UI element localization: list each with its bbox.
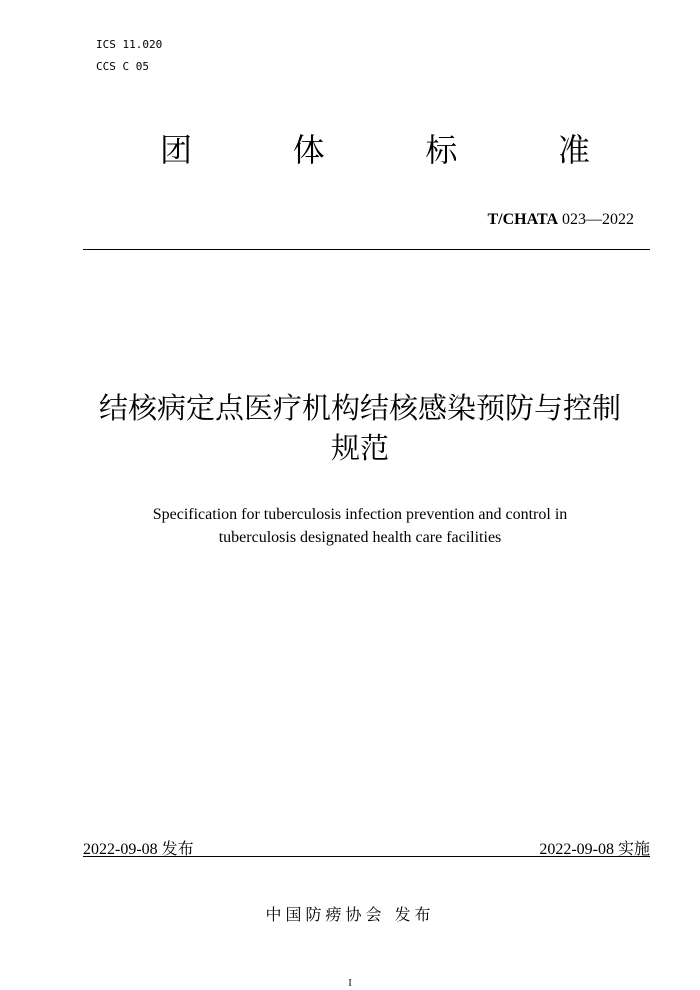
standard-type-char: 标	[425, 131, 458, 169]
publisher: 中国防痨协会 发布	[265, 905, 435, 924]
title-chinese-line: 规范	[330, 431, 389, 465]
title-english-line: Specification for tuberculosis infection prevention and control in	[152, 506, 568, 523]
top-divider	[83, 249, 650, 250]
page-number: I	[348, 978, 352, 989]
ccs-code: CCS C 05	[96, 60, 149, 73]
bottom-divider	[83, 856, 650, 857]
ics-code: ICS 11.020	[96, 38, 163, 51]
implementation-date: 2022-09-08 实施	[539, 841, 650, 858]
title-english-line: tuberculosis designated health care facilities	[218, 529, 502, 546]
standard-type-heading	[160, 130, 590, 170]
title-chinese	[60, 388, 660, 468]
title-english	[80, 503, 640, 549]
standard-type-char: 团	[160, 131, 193, 169]
standard-number	[487, 211, 634, 229]
publish-date: 2022-09-08 发布	[83, 841, 194, 858]
standard-type-char: 体	[292, 131, 325, 169]
title-chinese-line: 结核病定点医疗机构结核感染预防与控制	[98, 391, 621, 425]
standard-type-char: 准	[557, 131, 590, 169]
standard-number-value: 023—2022	[558, 211, 634, 228]
standard-number-prefix: T/CHATA	[487, 211, 558, 228]
